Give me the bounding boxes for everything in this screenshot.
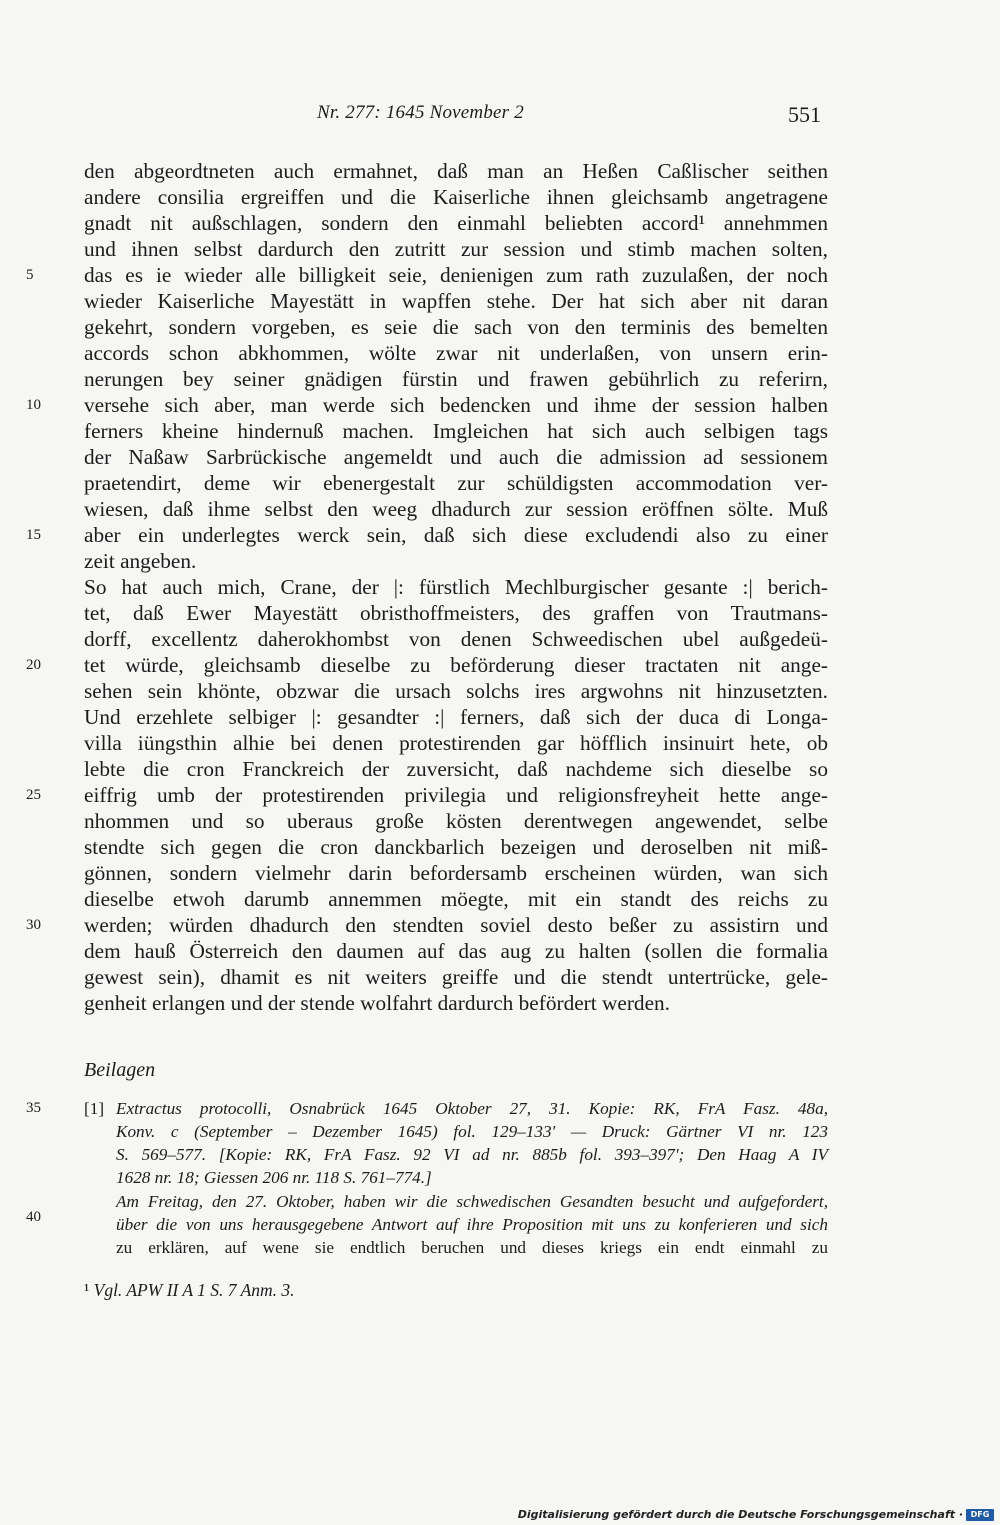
- text-line: genheit erlangen und der stende wolfahrt dardurch befördert werden.: [84, 991, 671, 1015]
- beilage-line: Konv. c (September – Dezember 1645) fol. 129–133' — Druck: Gärtner VI nr. 123: [116, 1122, 828, 1141]
- text-line: gnadt nit außschlagen, sondern den einmahl beliebten accord¹ annehmmen: [84, 211, 828, 235]
- running-title: Nr. 277: 1645 November 2: [317, 102, 524, 123]
- running-header: [0, 100, 1000, 134]
- text-line: das es ie wieder alle billigkeit seie, denienigen zum rath zuzulaßen, der noch: [84, 263, 828, 287]
- line-number: 35: [26, 1100, 41, 1116]
- text-line: aber ein underlegtes werck sein, daß sich diese excludendi also zu einer: [84, 523, 828, 547]
- line-number: 10: [26, 397, 41, 413]
- text-line: gekehrt, sondern vorgeben, es seie die sach von den terminis des bemelten: [84, 315, 828, 339]
- text-line: dieselbe etwoh darumb annemmen möegte, mit ein standt des reichs zu: [84, 887, 828, 911]
- beilage-line: Extractus protocolli, Osnabrück 1645 Oktober 27, 31. Kopie: RK, FrA Fasz. 48a,: [116, 1099, 828, 1118]
- text-line: werden; würden dhadurch den stendten soviel desto beßer zu assistirn und: [84, 913, 828, 937]
- funding-credit: [518, 1508, 994, 1521]
- text-line: wiesen, daß ihme selbst den weeg dhadurch zur session eröffnen sölte. Muß: [84, 497, 828, 521]
- text-line: wieder Kaiserliche Mayestätt in wapffen stehe. Der hat sich aber nit daran: [84, 289, 828, 313]
- beilage-line: Am Freitag, den 27. Oktober, haben wir die schwedischen Gesandten besucht und aufgefordert,: [116, 1192, 828, 1211]
- text-line: tet würde, gleichsamb dieselbe zu beförderung dieser tractaten nit ange-: [84, 653, 828, 677]
- footnote: [84, 1280, 295, 1301]
- text-line: zeit angeben.: [84, 549, 197, 573]
- credit-text: Digitalisierung gefördert durch die Deutsche Forschungsgemeinschaft ·: [517, 1508, 963, 1521]
- text-line: gewest sein), dhamit es nit weiters greiffe und die stendt untertrücke, gele-: [84, 965, 828, 989]
- text-line: ferners kheine hindernuß machen. Imgleichen hat sich auch selbigen tags: [84, 419, 828, 443]
- beilage-line: über die von uns herausgegebene Antwort auf ihre Proposition mit uns zu konferieren und sich: [116, 1215, 828, 1234]
- text-line: dorff, excellentz daherokhombst von denen Schweedischen ubel außgedeü-: [84, 627, 828, 651]
- footnote-mark: ¹: [84, 1280, 90, 1300]
- text-line: den abgeordtneten auch ermahnet, daß man an Heßen Caßlischer seithen: [84, 159, 828, 183]
- text-line: Und erzehlete selbiger |: gesandter :| ferners, daß sich der duca di Longa-: [84, 705, 828, 729]
- text-line: lebte die cron Franckreich der zuversicht, daß nachdeme sich dieselbe so: [84, 757, 828, 781]
- text-line: stendte sich gegen die cron danckbarlich bezeigen und deroselben nit miß-: [84, 835, 828, 859]
- text-line: andere consilia ergreiffen und die Kaiserliche ihnen gleichsamb angetragene: [84, 185, 828, 209]
- beilage-line: 1628 nr. 18; Giessen 206 nr. 118 S. 761–774.]: [116, 1168, 432, 1187]
- page-number: 551: [788, 102, 821, 127]
- text-line: So hat auch mich, Crane, der |: fürstlich Mechlburgischer gesante :| berich-: [84, 575, 828, 599]
- text-line: eiffrig umb der protestirenden privilegia und religionsfreyheit hette ange-: [84, 783, 828, 807]
- text-line: nerungen bey seiner gnädigen fürstin und frawen gebührlich zu referirn,: [84, 367, 828, 391]
- text-line: gönnen, sondern vielmehr darin befordersamb erscheinen würden, wan sich: [84, 861, 828, 885]
- line-number: 20: [26, 657, 41, 673]
- line-number: 15: [26, 527, 41, 543]
- line-number: 30: [26, 917, 41, 933]
- text-line: und ihnen selbst dardurch den zutritt zur session und stimb machen solten,: [84, 237, 828, 261]
- beilagen-heading: Beilagen: [84, 1059, 156, 1081]
- text-line: der Naßaw Sarbrückische angemeldt und auch die admission ad sessionem: [84, 445, 828, 469]
- footnote-text: Vgl. APW II A 1 S. 7 Anm. 3.: [93, 1280, 295, 1300]
- text-line: sehen sein khönte, obzwar die ursach solchs ires argwohns nit hinzusetzten.: [84, 679, 828, 703]
- text-line: accords schon abkhommen, wölte zwar nit underlaßen, von unsern erin-: [84, 341, 828, 365]
- text-line: praetendirt, deme wir ebenergestalt zur schüldigsten accommodation ver-: [84, 471, 828, 495]
- beilage-line: zu erklären, auf wene sie endtlich beruchen und dieses kriegs ein endt einmahl zu: [116, 1238, 828, 1257]
- beilage-marker: [1]: [84, 1099, 105, 1118]
- text-line: tet, daß Ewer Mayestätt obristhoffmeisters, des graffen von Trautmans-: [84, 601, 828, 625]
- text-line: villa iüngsthin alhie bei denen protestirenden gar höfflich insinuirt hete, ob: [84, 731, 828, 755]
- text-line: nhommen und so uberaus große kösten derentwegen angewendet, selbe: [84, 809, 828, 833]
- text-line: versehe sich aber, man werde sich bedencken und ihme der session halben: [84, 393, 828, 417]
- line-number: 40: [26, 1209, 41, 1225]
- line-number: 5: [26, 267, 34, 283]
- dfg-logo-icon: DFG: [966, 1509, 994, 1521]
- beilage-line: S. 569–577. [Kopie: RK, FrA Fasz. 92 VI ad nr. 885b fol. 393–397'; Den Haag A IV: [116, 1145, 828, 1164]
- line-number: 25: [26, 787, 41, 803]
- text-line: dem hauß Österreich den daumen auf das aug zu halten (sollen die formalia: [84, 939, 828, 963]
